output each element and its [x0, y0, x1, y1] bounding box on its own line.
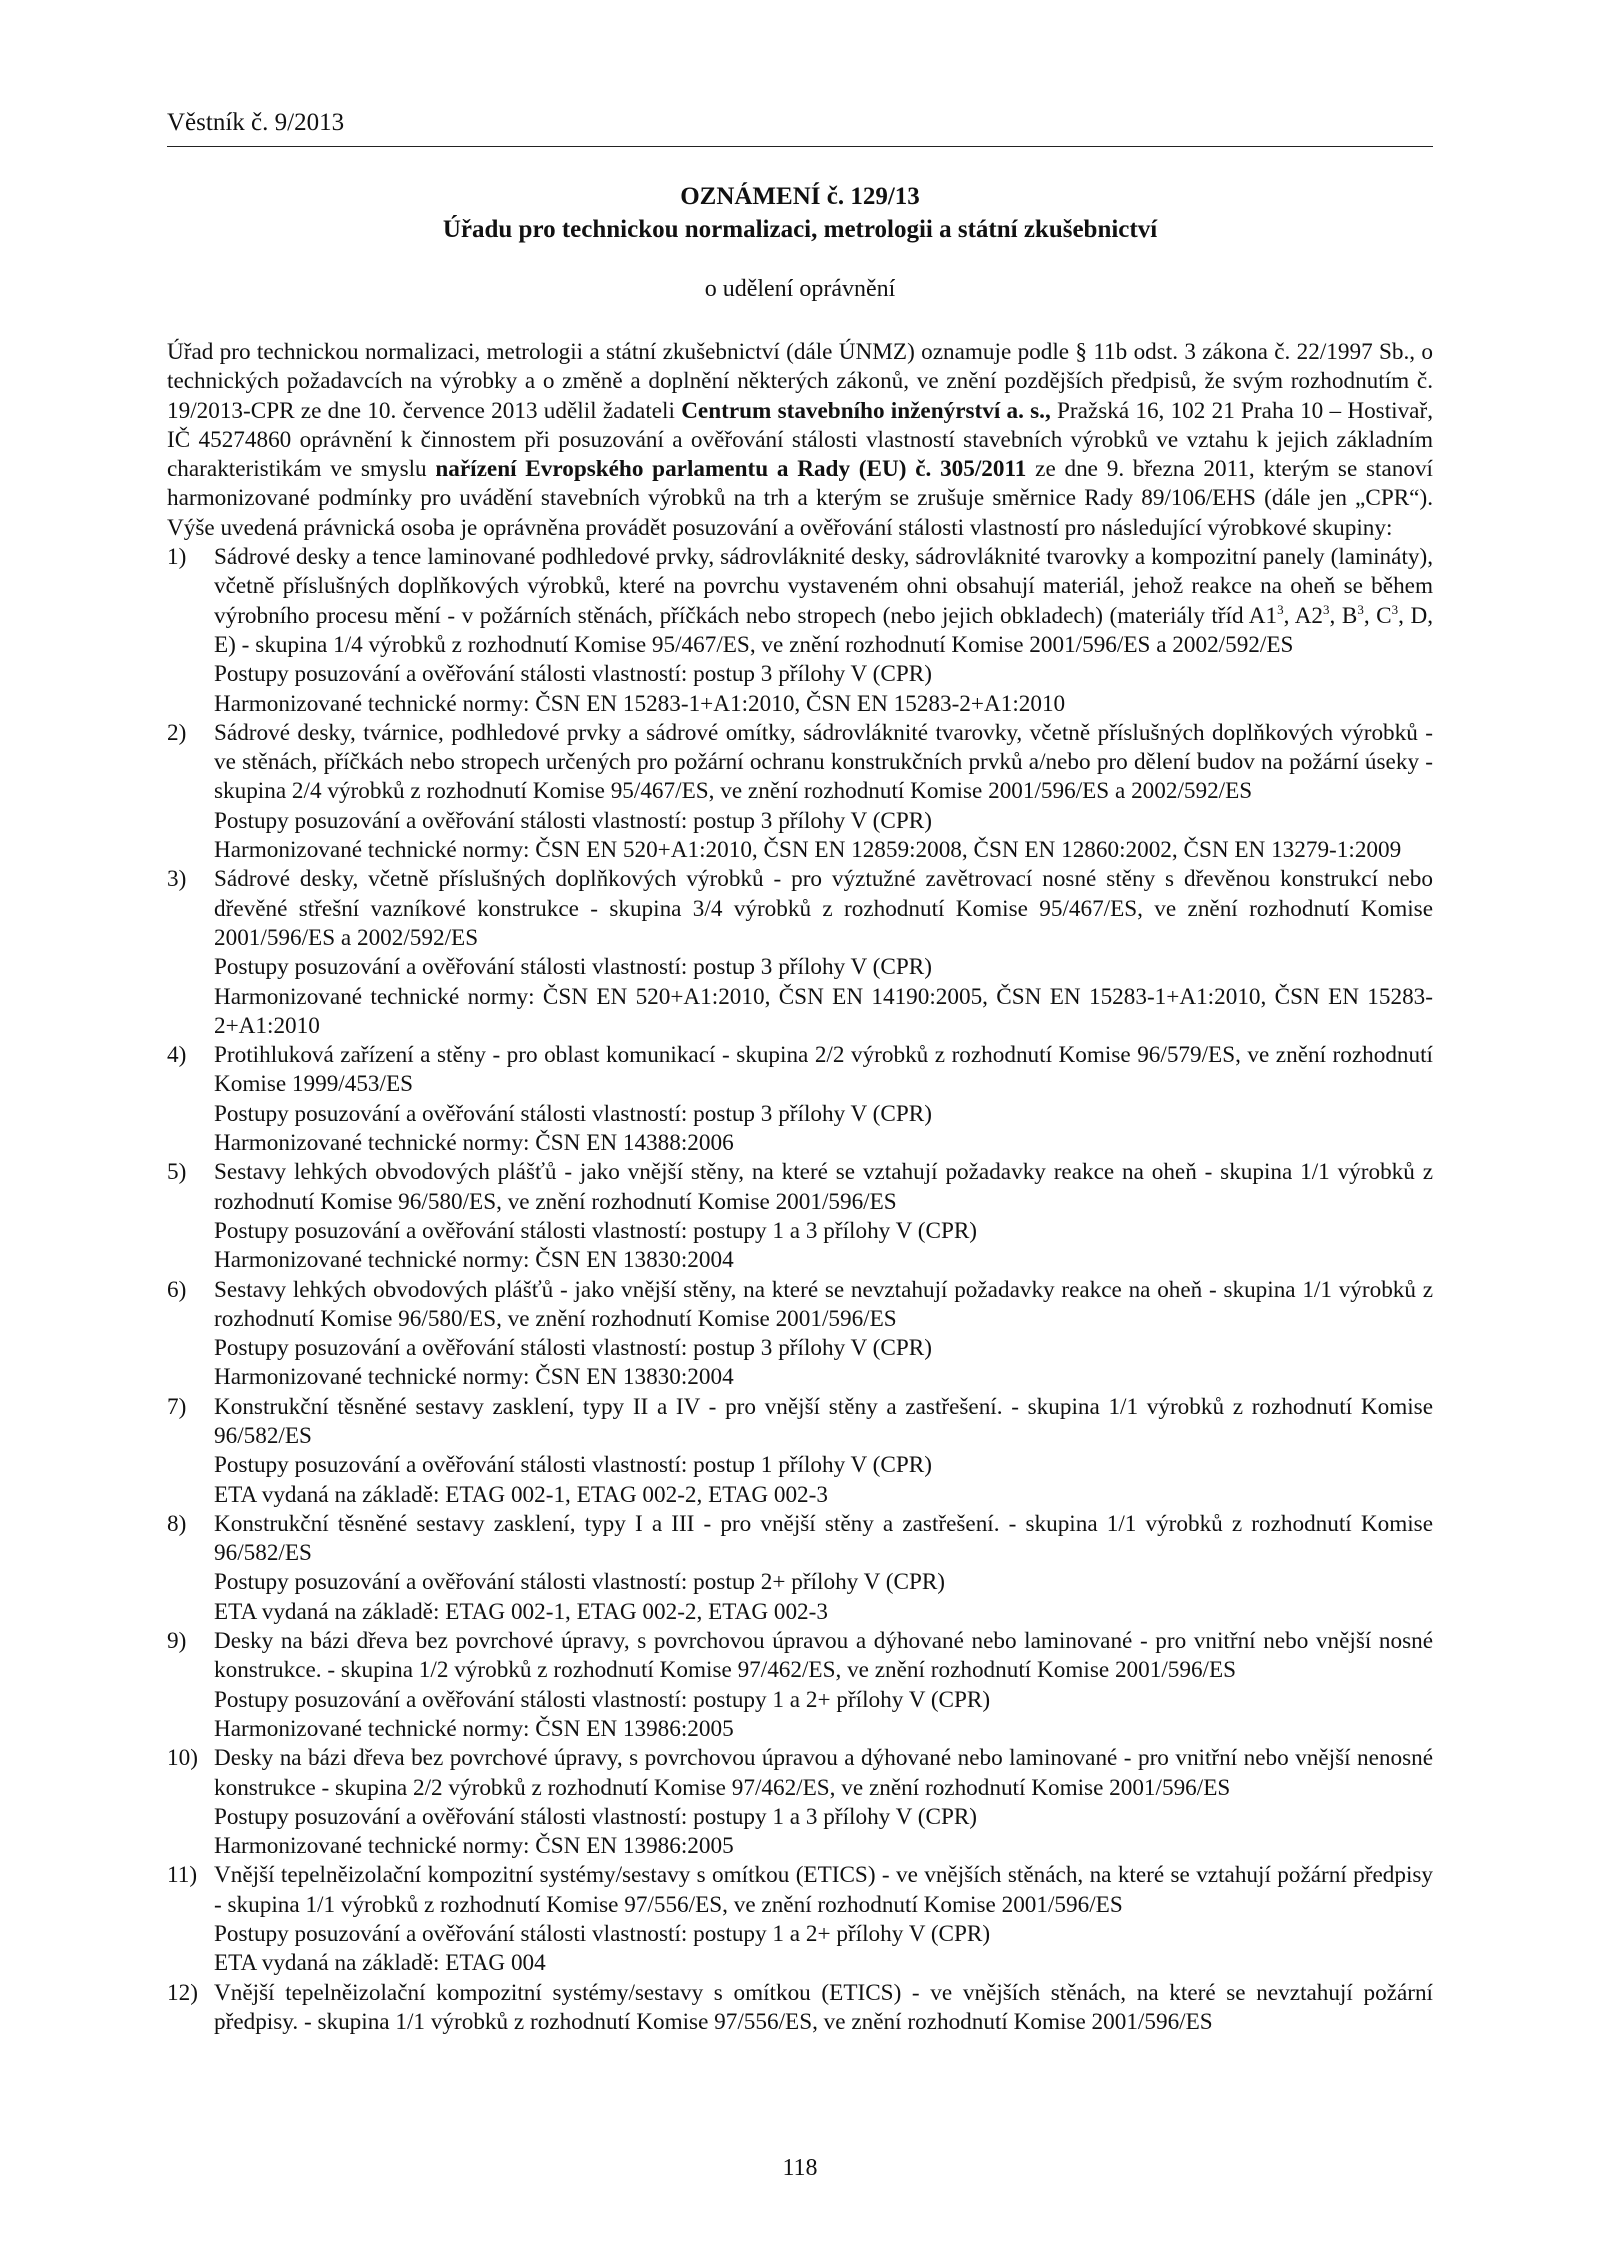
product-group-10 [167, 1744, 1433, 1861]
product-group-4 [167, 1041, 1433, 1158]
intro-text-2: Pražská 16, 102 21 Praha 10 – Hostivař, IČ 45274860 oprávnění k činnostem při posuzování a ověřování stálosti vlastností stavebních výrobků ve vztahu k jejich základním charakteristikám ve smyslu [167, 397, 1433, 483]
notice-subject: o udělení oprávnění [704, 276, 896, 302]
running-header: Věstník č. 9/2013 [167, 109, 345, 136]
group-standards: Harmonizované technické normy: ČSN EN 13986:2005 [214, 1715, 734, 1742]
group-number: 3) [167, 866, 187, 893]
notice-heading [167, 180, 1433, 304]
group-procedure: Postupy posuzování a ověřování stálosti vlastností: postup 2+ přílohy V (CPR) [214, 1569, 946, 1596]
group-description: Vnější tepelněizolační kompozitní systémy/sestavy s omítkou (ETICS) - ve vnějších stěnách, na které se nevztahují požární předpisy. - skupina 1/1 výrobků z rozhodnutí Komise 97/556/ES, ve znění rozhodnutí Komise 2001/596/ES [214, 1979, 1433, 2035]
group-procedure: Postupy posuzování a ověřování stálosti vlastností: postup 3 přílohy V (CPR) [214, 1335, 932, 1362]
intro-paragraph [167, 338, 1433, 543]
notice-body [167, 338, 1433, 2037]
intro-text-3: ze dne 9. března 2011, kterým se stanoví harmonizované podmínky pro uvádění stavebních výrobků na trh a kterým se zrušuje směrnice Rady 89/106/EHS (dále jen „CPR“). Výše uvedená právnická osoba je oprávněna provádět posuzování a ověřování stálosti vlastností pro následující výrobkové skupiny: [167, 456, 1433, 541]
group-number: 11) [167, 1862, 198, 1889]
page-number: 118 [782, 2155, 818, 2181]
group-procedure: Postupy posuzování a ověřování stálosti vlastností: postup 3 přílohy V (CPR) [214, 954, 932, 981]
product-group-3 [167, 865, 1433, 1041]
regulation-reference: nařízení Evropského parlamentu a Rady (EU) č. 305/2011 [435, 456, 1027, 483]
group-standards: ETA vydaná na základě: ETAG 002-1, ETAG 002-2, ETAG 002-3 [214, 1481, 828, 1508]
group-description: Vnější tepelněizolační kompozitní systémy/sestavy s omítkou (ETICS) - ve vnějších stěnách, na které se vztahují požární předpisy - skupina 1/1 výrobků z rozhodnutí Komise 97/556/ES, ve znění rozhodnutí Komise 2001/596/ES [214, 1862, 1433, 1918]
notice-authority: Úřadu pro technickou normalizaci, metrologii a státní zkušebnictví [442, 216, 1158, 243]
group-number: 6) [167, 1276, 187, 1303]
group-standards: Harmonizované technické normy: ČSN EN 520+A1:2010, ČSN EN 12859:2008, ČSN EN 12860:2002, ČSN EN 13279-1:2009 [214, 837, 1402, 864]
group-description: Konstrukční těsněné sestavy zasklení, typy II a IV - pro vnější stěny a zastřešení. - skupina 1/1 výrobků z rozhodnutí Komise 96/582/ES [214, 1393, 1433, 1449]
product-group-11 [167, 1861, 1433, 1978]
group-number: 8) [167, 1510, 187, 1537]
notice-title: OZNÁMENÍ č. 129/13 [680, 183, 920, 210]
group-standards: Harmonizované technické normy: ČSN EN 520+A1:2010, ČSN EN 14190:2005, ČSN EN 15283-1+A1:2010, ČSN EN 15283-2+A1:2010 [214, 983, 1433, 1039]
group-procedure: Postupy posuzování a ověřování stálosti vlastností: postupy 1 a 3 přílohy V (CPR) [214, 1217, 978, 1244]
group-standards: ETA vydaná na základě: ETAG 004 [214, 1950, 546, 1977]
group-number: 7) [167, 1393, 187, 1420]
group-description: Sestavy lehkých obvodových plášťů - jako vnější stěny, na které se nevztahují požadavky reakce na oheň - skupina 1/1 výrobků z rozhodnutí Komise 96/580/ES, ve znění rozhodnutí Komise 2001/596/ES [214, 1276, 1433, 1332]
intro-text-1: Úřad pro technickou normalizaci, metrologii a státní zkušebnictví (dále ÚNMZ) oznamuje podle § 11b odst. 3 zákona č. 22/1997 Sb., o technických požadavcích na výrobky a o změně a doplnění některých zákonů, ve znění pozdějších předpisů, že svým rozhodnutím č. 19/2013-CPR ze dne 10. července 2013 udělil žadateli [167, 339, 1433, 424]
group-number: 12) [167, 1979, 198, 2006]
group-description: Protihluková zařízení a stěny - pro oblast komunikací - skupina 2/2 výrobků z rozhodnutí Komise 96/579/ES, ve znění rozhodnutí Komise 1999/453/ES [214, 1042, 1433, 1098]
product-group-12 [167, 1979, 1433, 2038]
group-procedure: Postupy posuzování a ověřování stálosti vlastností: postupy 1 a 2+ přílohy V (CPR) [214, 1921, 991, 1948]
group-description: Sestavy lehkých obvodových plášťů - jako vnější stěny, na které se vztahují požadavky reakce na oheň - skupina 1/1 výrobků z rozhodnutí Komise 96/580/ES, ve znění rozhodnutí Komise 2001/596/ES [214, 1159, 1433, 1215]
group-procedure: Postupy posuzování a ověřování stálosti vlastností: postupy 1 a 2+ přílohy V (CPR) [214, 1686, 991, 1713]
product-group-9 [167, 1627, 1433, 1744]
product-group-6 [167, 1276, 1433, 1393]
group-procedure: Postupy posuzování a ověřování stálosti vlastností: postup 3 přílohy V (CPR) [214, 807, 932, 834]
group-standards: Harmonizované technické normy: ČSN EN 15283-1+A1:2010, ČSN EN 15283-2+A1:2010 [214, 690, 1066, 717]
group-standards: ETA vydaná na základě: ETAG 002-1, ETAG 002-2, ETAG 002-3 [214, 1598, 828, 1625]
product-group-7 [167, 1393, 1433, 1510]
group-number: 9) [167, 1628, 187, 1655]
applicant-name: Centrum stavebního inženýrství a. s., [681, 397, 1051, 424]
product-group-2 [167, 719, 1433, 865]
group-description: Desky na bázi dřeva bez povrchové úpravy, s povrchovou úpravou a dýhované nebo laminované - pro vnitřní nebo vnější nenosné konstrukce - skupina 2/2 výrobků z rozhodnutí Komise 97/462/ES, ve znění rozhodnutí Komise 2001/596/ES [214, 1745, 1433, 1801]
group-number: 2) [167, 719, 187, 746]
group-procedure: Postupy posuzování a ověřování stálosti vlastností: postup 1 přílohy V (CPR) [214, 1452, 932, 1479]
product-group-8 [167, 1510, 1433, 1627]
group-standards: Harmonizované technické normy: ČSN EN 13830:2004 [214, 1364, 734, 1391]
product-group-5 [167, 1158, 1433, 1275]
group-standards: Harmonizované technické normy: ČSN EN 13986:2005 [214, 1833, 734, 1860]
group-description: Sádrové desky, tvárnice, podhledové prvky a sádrové omítky, sádrovláknité tvarovky, včetně příslušných doplňkových výrobků - ve stěnách, příčkách nebo stropech určených pro požární ochranu konstrukčních prvků a/nebo pro dělení budov na požární úseky - skupina 2/4 výrobků z rozhodnutí Komise 95/467/ES, ve znění rozhodnutí Komise 2001/596/ES a 2002/592/ES [214, 719, 1433, 805]
group-procedure: Postupy posuzování a ověřování stálosti vlastností: postupy 1 a 3 přílohy V (CPR) [214, 1803, 978, 1830]
group-description: Desky na bázi dřeva bez povrchové úpravy, s povrchovou úpravou a dýhované nebo laminované - pro vnitřní nebo vnější nosné konstrukce. - skupina 1/2 výrobků z rozhodnutí Komise 97/462/ES, ve znění rozhodnutí Komise 2001/596/ES [214, 1628, 1433, 1684]
group-procedure: Postupy posuzování a ověřování stálosti vlastností: postup 3 přílohy V (CPR) [214, 661, 932, 688]
group-number: 1) [167, 544, 187, 571]
header-rule [167, 146, 1433, 147]
group-procedure: Postupy posuzování a ověřování stálosti vlastností: postup 3 přílohy V (CPR) [214, 1100, 932, 1127]
group-number: 4) [167, 1042, 187, 1069]
group-number: 5) [167, 1159, 187, 1186]
group-description: Sádrové desky, včetně příslušných doplňkových výrobků - pro výztužné zavětrovací nosné stěny s dřevěnou konstrukcí nebo dřevěné střešní vazníkové konstrukce - skupina 3/4 výrobků z rozhodnutí Komise 95/467/ES, ve znění rozhodnutí Komise 2001/596/ES a 2002/592/ES [214, 866, 1433, 951]
group-description: Sádrové desky a tence laminované podhledové prvky, sádrovláknité desky, sádrovláknité tvarovky a kompozitní panely (lamináty), včetně příslušných doplňkových výrobků, které na povrchu vystaveném ohni obsahují materiál, jehož reakce na oheň se během výrobního procesu mění - v požárních stěnách, příčkách nebo stropech (nebo jejich obkladech) (materiály tříd $A1^3$, $A2^3$, $B^3$, $C^3$, D, E) - skupina 1/4 výrobků z rozhodnutí Komise 95/467/ES, ve znění rozhodnutí Komise 2001/596/ES a 2002/592/ES [214, 544, 1433, 658]
group-number: 10) [167, 1745, 198, 1772]
product-group-list [167, 543, 1433, 2037]
group-standards: Harmonizované technické normy: ČSN EN 14388:2006 [214, 1130, 734, 1157]
group-description: Konstrukční těsněné sestavy zasklení, typy I a III - pro vnější stěny a zastřešení. - skupina 1/1 výrobků z rozhodnutí Komise 96/582/ES [214, 1510, 1433, 1567]
product-group-1 [167, 543, 1433, 719]
group-standards: Harmonizované technické normy: ČSN EN 13830:2004 [214, 1247, 734, 1274]
